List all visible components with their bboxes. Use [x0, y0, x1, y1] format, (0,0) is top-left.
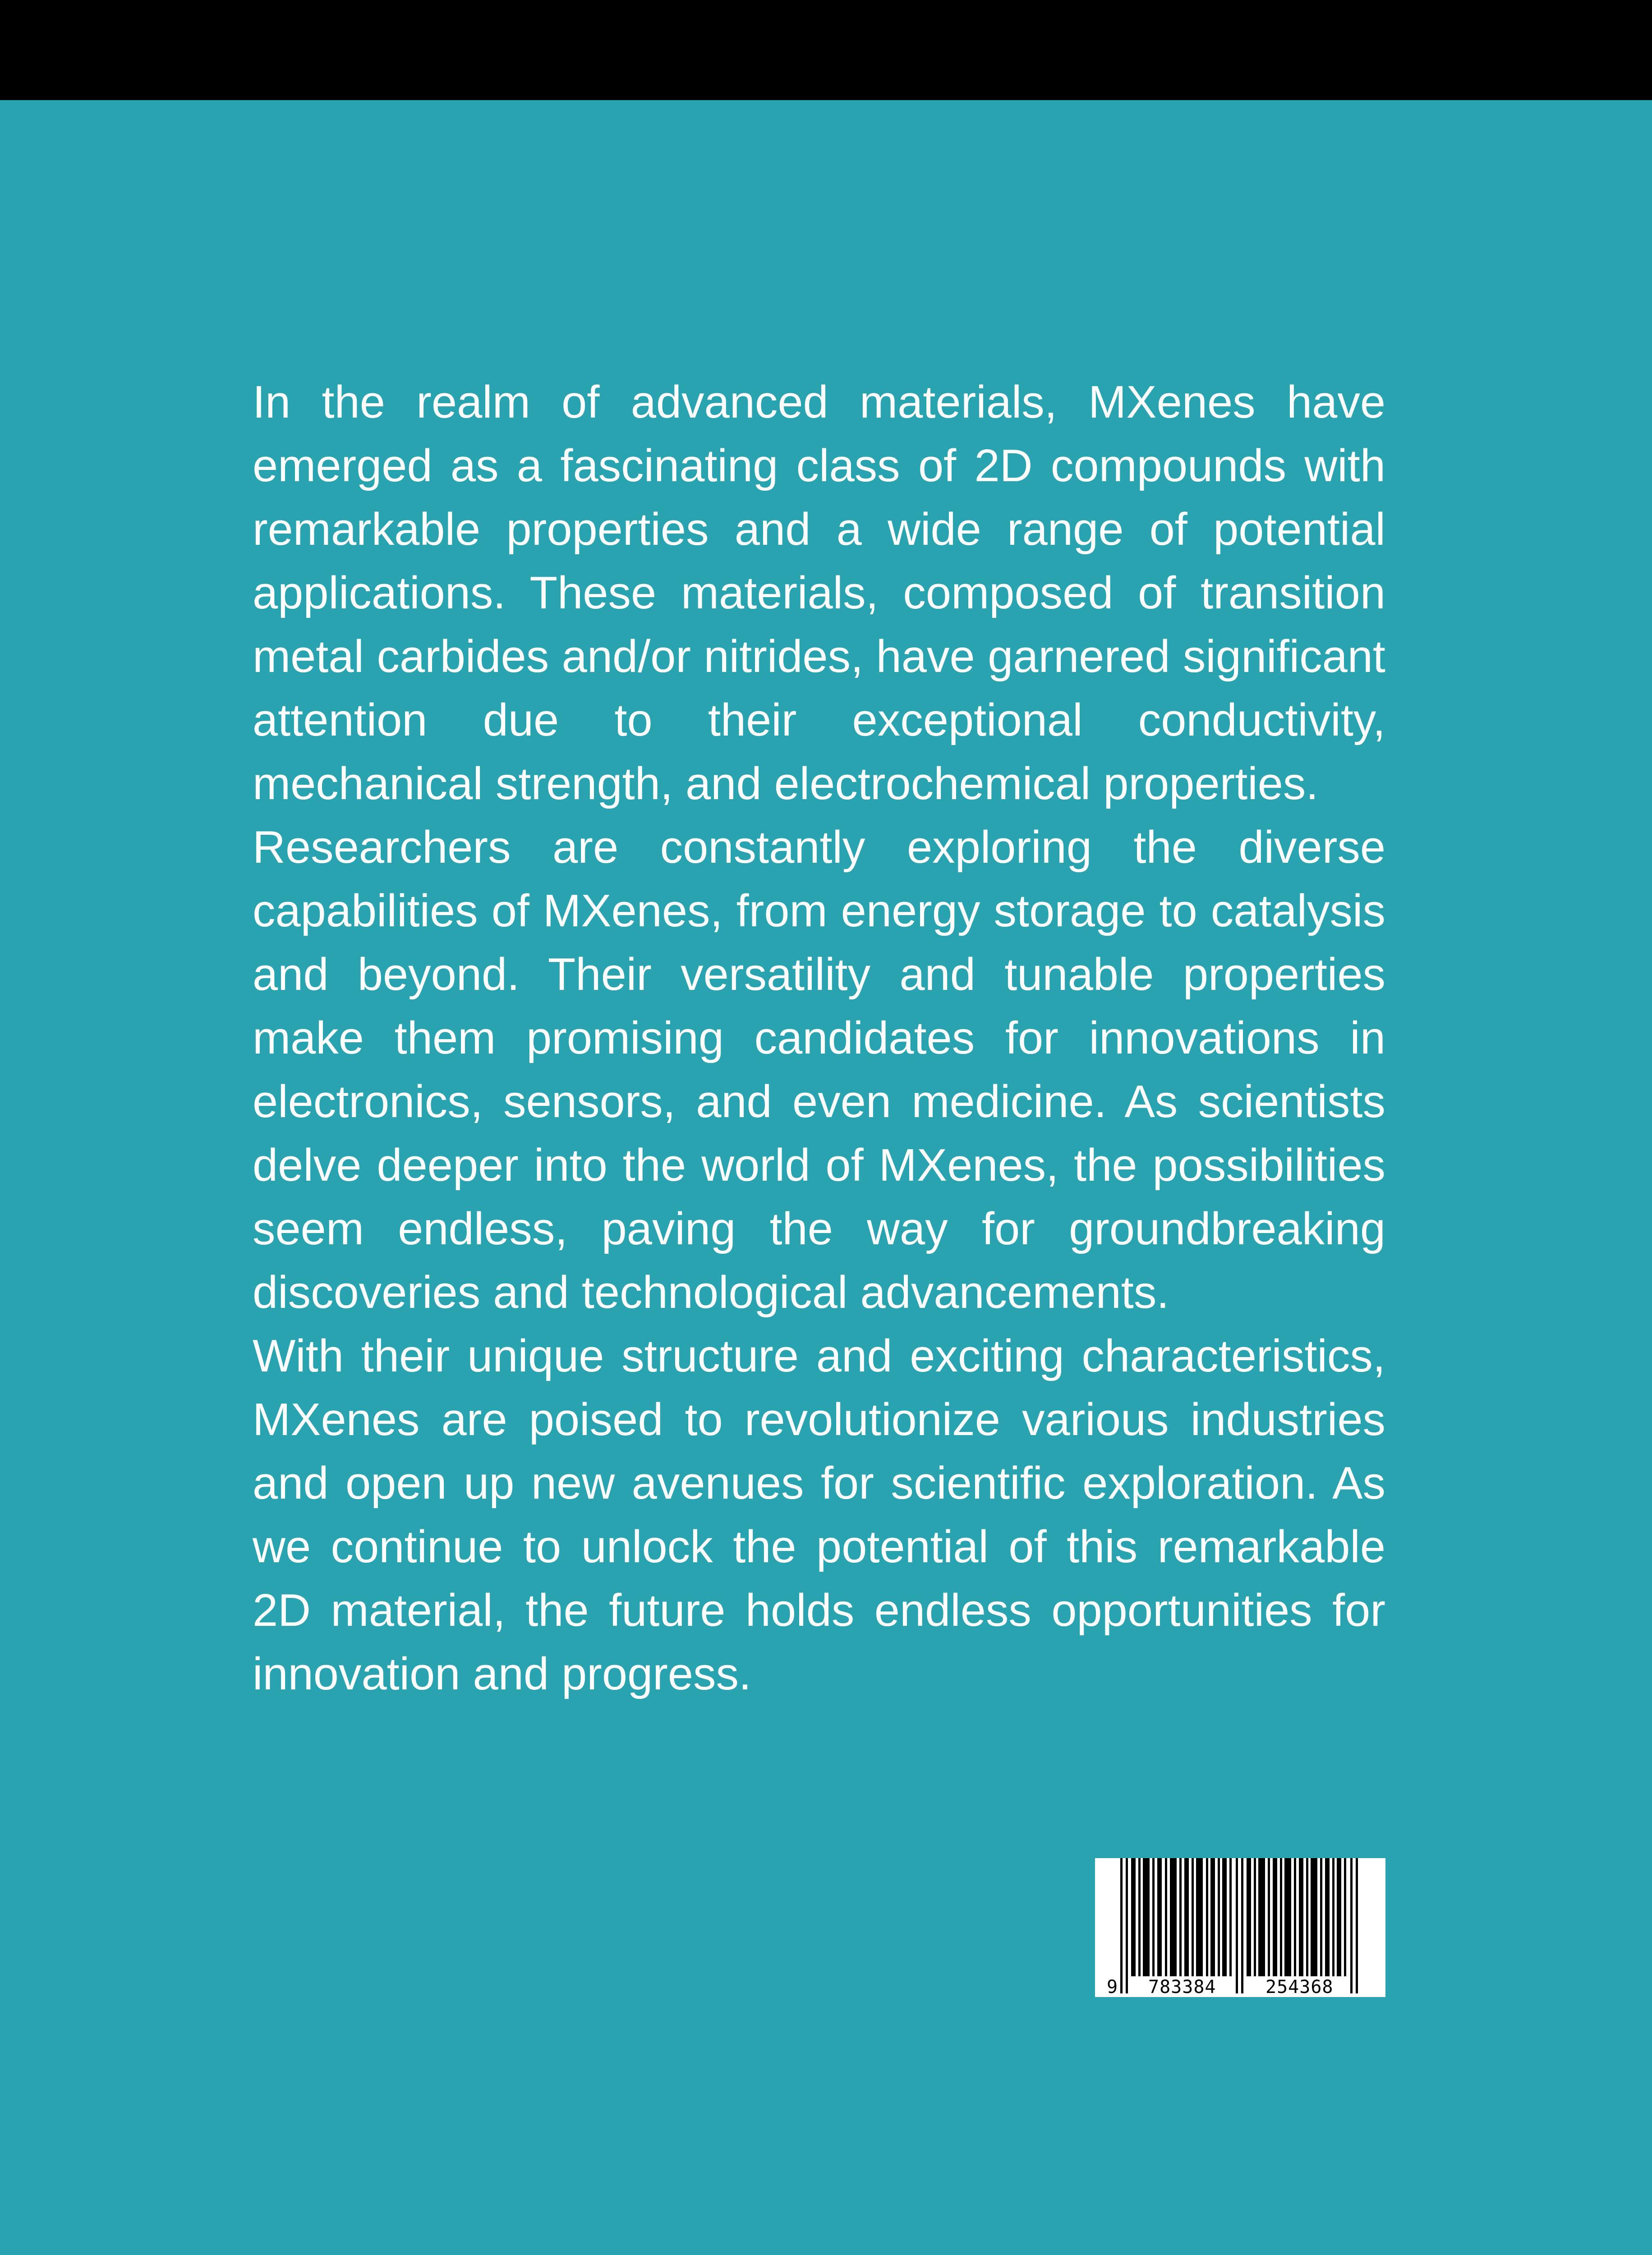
barcode-right-group: 254368 — [1265, 1977, 1334, 1997]
blurb-paragraph-3: With their unique structure and exciting characteristics, MXenes are poised to revolutionize various industries and open up new avenues for scientific exploration. As we continue to unlock the potential of this remarkable 2D material, the future holds endless opportunities for innovation and progress. — [253, 1331, 1385, 1699]
back-cover-blurb — [253, 371, 1385, 1706]
blurb-paragraph-2: Researchers are constantly exploring the diverse capabilities of MXenes, from energy storage to catalysis and beyond. Their versatility and tunable properties make them promising candidates for innovations in electronics, sensors, and even medicine. As scientists delve deeper into the world of MXenes, the possibilities seem endless, paving the way for groundbreaking discoveries and technological advancements. — [253, 822, 1385, 1318]
blurb-paragraph-1: In the realm of advanced materials, MXenes have emerged as a fascinating class of 2D compounds with remarkable properties and a wide range of potential applications. These materials, composed of transition metal carbides and/or nitrides, have garnered significant attention due to their exceptional conductivity, mechanical strength, and electrochemical properties. — [253, 377, 1385, 809]
barcode-bars — [1095, 1858, 1385, 1997]
top-black-border — [0, 0, 1652, 100]
barcode-first-digit: 9 — [1107, 1977, 1118, 1997]
isbn-barcode — [1095, 1858, 1385, 1997]
barcode-left-group: 783384 — [1148, 1977, 1216, 1997]
